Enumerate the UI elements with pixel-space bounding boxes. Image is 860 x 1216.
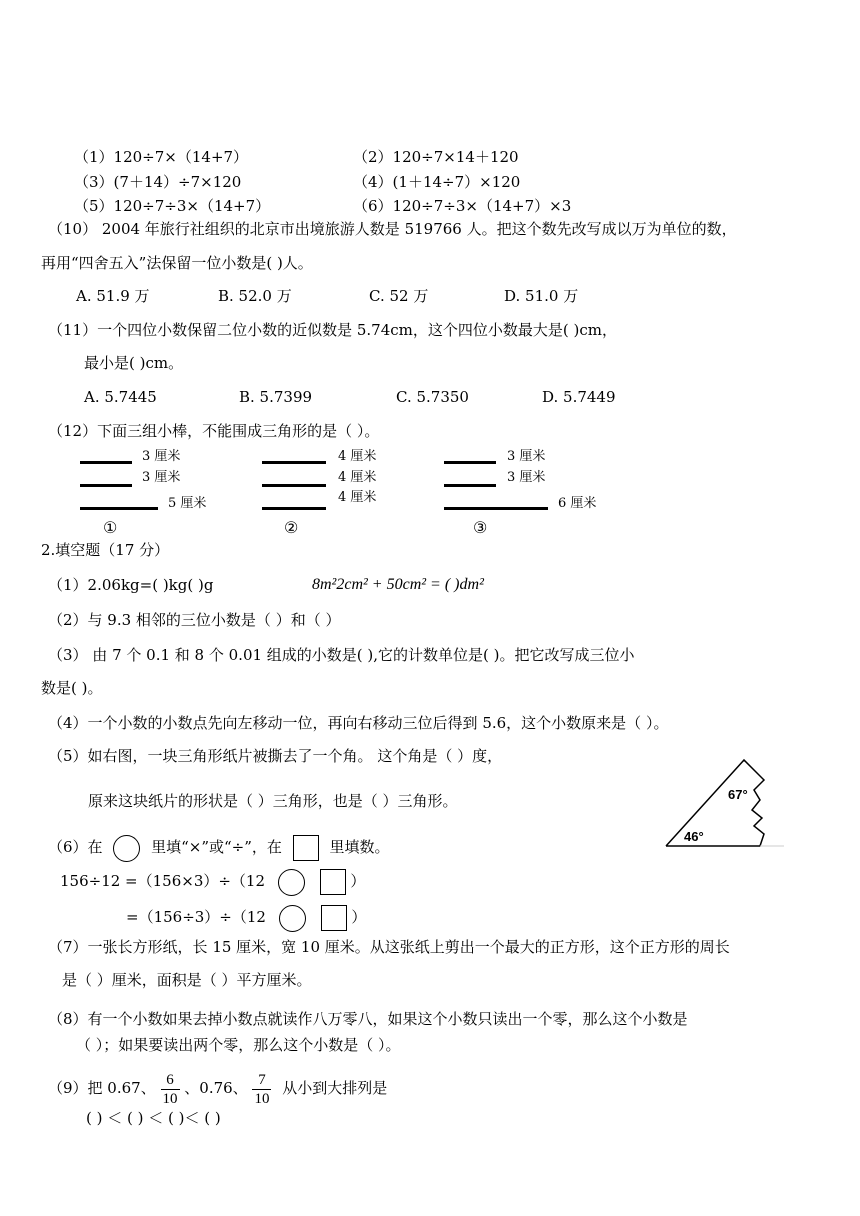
- q10-option-a: A. 51.9 万: [76, 287, 150, 305]
- q11-option-a: A. 5.7445: [84, 388, 157, 406]
- stick-g2-b: [262, 484, 326, 487]
- f8-line1: （8）有一个小数如果去掉小数点就读作八万零八，如果这个小数只读出一个零，那么这个小数是: [48, 1010, 688, 1028]
- f7-line2: 是（ ）厘米，面积是（ ）平方厘米。: [62, 971, 312, 989]
- q11-option-c: C. 5.7350: [396, 388, 469, 406]
- f6-row1-close: ）: [350, 872, 366, 890]
- q10-option-d: D. 51.0 万: [504, 287, 579, 305]
- calc-item-4: （4）(1＋14÷7）×120: [353, 173, 521, 191]
- stick-g2-marker: ②: [284, 518, 299, 537]
- calc-item-5: （5）120÷7÷3×（14+7）: [74, 197, 271, 215]
- stick-g1-b: [80, 484, 132, 487]
- stick-g1-a: [80, 461, 132, 464]
- stick-g3-b: [444, 484, 496, 487]
- q10-option-c: C. 52 万: [369, 287, 429, 305]
- f9-prefix: （9）把 0.67、: [48, 1079, 156, 1097]
- stick-g2-label-a: 4 厘米: [338, 449, 377, 464]
- stick-g1-label-c: 5 厘米: [168, 496, 207, 511]
- torn-triangle-figure: [660, 754, 790, 854]
- number-box-1[interactable]: [320, 869, 346, 895]
- q12-line: （12）下面三组小棒，不能围成三角形的是（ ）。: [48, 422, 380, 440]
- f6-row2-close: ）: [351, 908, 367, 926]
- stick-g3-c: [444, 507, 548, 510]
- q10-line2: 再用“四舍五入”法保留一位小数是( )人。: [41, 254, 313, 272]
- angle-46-label: 46°: [684, 829, 704, 844]
- f6-intro: [48, 833, 390, 862]
- stick-g3-a: [444, 461, 496, 464]
- f6-intro-b: 里填“×”或“÷”，在: [151, 838, 282, 856]
- f2-text: （2）与 9.3 相邻的三位小数是（ ）和（ ）: [48, 611, 341, 629]
- q11-line2: 最小是( )cm。: [84, 354, 184, 372]
- calc-item-1: （1）120÷7×（14+7）: [74, 148, 249, 166]
- f4-text: （4）一个小数的小数点先向左移动一位，再向右移动三位后得到 5.6，这个小数原来是（ ）。: [48, 714, 669, 732]
- stick-g2-label-c: 4 厘米: [338, 490, 377, 505]
- fraction-6-10-den: 10: [162, 1090, 178, 1107]
- f9-answer: ( ) ＜ ( ) ＜ ( )＜ ( ): [86, 1109, 221, 1127]
- fraction-7-10: [252, 1071, 271, 1108]
- fraction-7-10-num: 7: [252, 1071, 271, 1090]
- stick-g2-label-b: 4 厘米: [338, 470, 377, 485]
- f1-text: （1）2.06kg=( )kg( )g: [48, 576, 214, 594]
- stick-g1-c: [80, 507, 158, 510]
- stick-g1-marker: ①: [103, 518, 118, 537]
- f5-line1: （5）如右图，一块三角形纸片被撕去了一个角。 这个角是（ ）度，: [48, 747, 503, 765]
- stick-g1-label-a: 3 厘米: [142, 449, 181, 464]
- operator-circle-1[interactable]: [278, 869, 305, 896]
- calc-item-6: （6）120÷7÷3×（14+7）×3: [353, 197, 572, 215]
- f6-intro-a: （6）在: [48, 838, 103, 856]
- number-box-sample: [293, 835, 319, 861]
- f9-mid: 、0.76、: [184, 1079, 248, 1097]
- stick-g3-label-b: 3 厘米: [507, 470, 546, 485]
- f6-row1-left: 156÷12 =（156×3）÷（12: [60, 872, 266, 890]
- q10-line1: （10） 2004 年旅行社组织的北京市出境旅游人数是 519766 人。把这个数先改写成以万为单位的数，: [48, 220, 737, 238]
- f6-row1: [60, 867, 365, 896]
- stick-g3-label-c: 6 厘米: [558, 496, 597, 511]
- q10-option-b: B. 52.0 万: [218, 287, 292, 305]
- calc-item-2: （2）120÷7×14＋120: [353, 148, 519, 166]
- f6-row2-left: =（156÷3）÷（12: [126, 908, 266, 926]
- stick-g2-c: [262, 507, 326, 510]
- f6-row2: [126, 903, 366, 932]
- stick-g3-label-a: 3 厘米: [507, 449, 546, 464]
- f5-line2: 原来这块纸片的形状是（ ）三角形，也是（ ）三角形。: [88, 792, 458, 810]
- q11-line1: （11）一个四位小数保留二位小数的近似数是 5.74cm，这个四位小数最大是( )cm，: [48, 321, 617, 339]
- q11-option-b: B. 5.7399: [239, 388, 313, 406]
- triangle-outline: [666, 760, 764, 846]
- fraction-6-10: [161, 1071, 180, 1108]
- f1-formula: 8m²2cm² + 50cm² = ( )dm²: [312, 576, 484, 593]
- f8-line2: （ ）；如果要读出两个零，那么这个小数是（ ）。: [76, 1036, 401, 1054]
- stick-g2-a: [262, 461, 326, 464]
- stick-g1-label-b: 3 厘米: [142, 470, 181, 485]
- operator-circle-2[interactable]: [279, 905, 306, 932]
- section2-title: 2.填空题（17 分）: [41, 541, 170, 559]
- f3-line1: （3） 由 7 个 0.1 和 8 个 0.01 组成的小数是( ),它的计数单位是( )。把它改写成三位小: [48, 646, 635, 664]
- q11-option-d: D. 5.7449: [542, 388, 616, 406]
- fraction-6-10-num: 6: [161, 1071, 180, 1090]
- operator-circle-sample: [113, 835, 140, 862]
- calc-item-3: （3）(7＋14）÷7×120: [74, 173, 242, 191]
- f6-intro-c: 里填数。: [329, 838, 390, 856]
- fraction-7-10-den: 10: [254, 1090, 270, 1107]
- number-box-2[interactable]: [321, 905, 347, 931]
- stick-g3-marker: ③: [473, 518, 488, 537]
- f9-line: [48, 1068, 387, 1108]
- f3-line2: 数是( )。: [41, 679, 103, 697]
- f9-suffix: 从小到大排列是: [282, 1079, 388, 1097]
- angle-67-label: 67°: [728, 787, 748, 802]
- f7-line1: （7）一张长方形纸，长 15 厘米，宽 10 厘米。从这张纸上剪出一个最大的正方形，这个正方形的周长: [48, 938, 730, 956]
